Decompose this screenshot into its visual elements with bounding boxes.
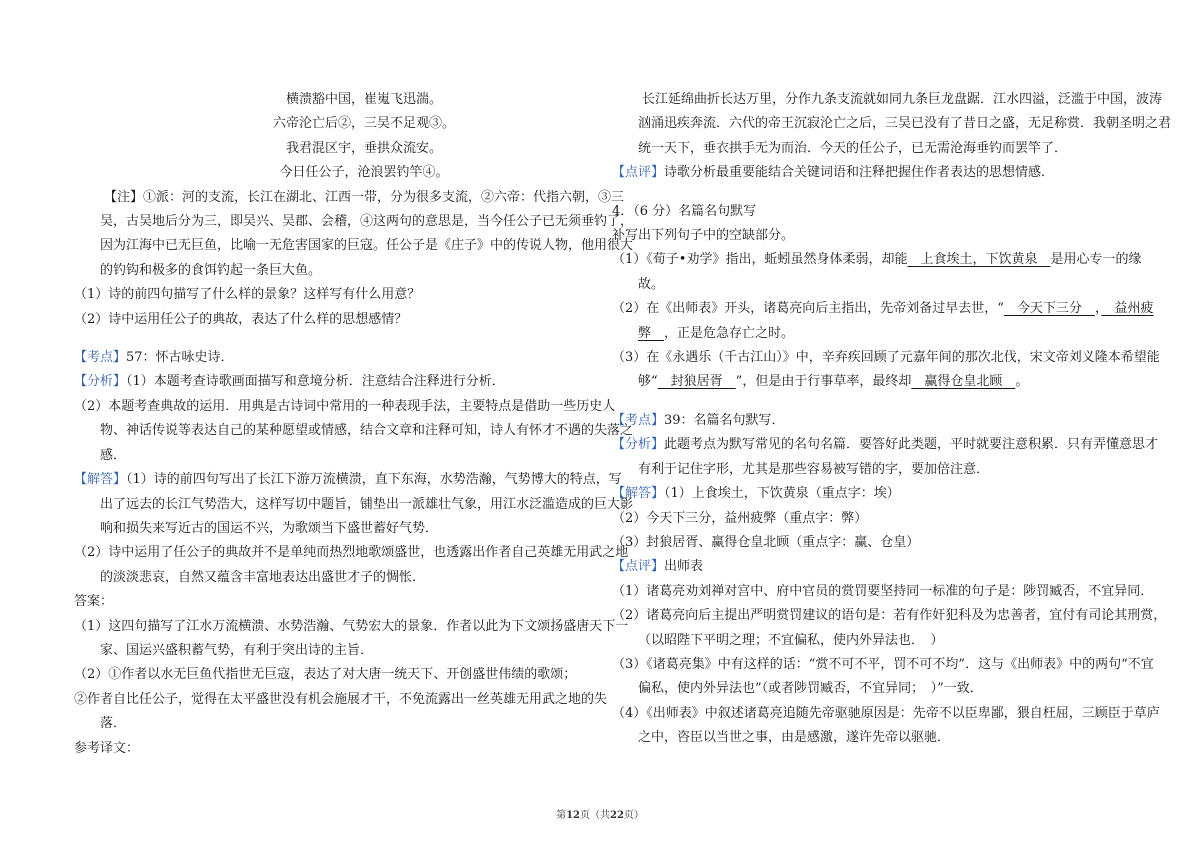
translation-line: 统一天下，垂衣拱手无为而治．今天的任公子，已无需沧海垂钓而罢竿了． — [638, 140, 1068, 156]
dianping-line: 偏私，使内外异法也”（或者陟罚臧否，不宜异同； ）”一致． — [638, 681, 983, 697]
poem-line: 我君混区宇，垂拱众流安。 — [285, 140, 442, 156]
question-4-sentence-2-cont: 弊 ，正是危急存亡之时。 — [638, 325, 795, 341]
kaodian-label: 【考点】 — [612, 412, 665, 428]
kaodian-label: 【考点】 — [74, 350, 127, 366]
jieda-line: （2）诗中运用了任公子的典故并不是单纯而热烈地歌颂盛世，也透露出作者自己英雄无用武之地 — [74, 545, 629, 561]
dianping-line: （4）《出师表》中叙述诸葛亮追随先帝驱驰原因是：先帝不以臣卑鄙，猥自枉屈，三顾臣于草庐 — [612, 705, 1160, 721]
kaodian: 【考点】39：名篇名句默写． — [612, 412, 785, 428]
answer-blank: 弊 — [638, 325, 665, 341]
answer-line: 家、国运兴盛积蓄气势，有利于突出诗的主旨． — [100, 642, 374, 658]
note-line: 因为江海中已无巨鱼，比喻一无危害国家的巨寇。任公子是《庄子》中的传说人物，他用很大 — [100, 238, 634, 254]
answer-blank: 赢得仓皇北顾 — [911, 374, 1016, 390]
answer-blank: 上食埃土，下饮黄泉 — [907, 252, 1051, 268]
answer-line: （2）①作者以水无巨鱼代指世无巨寇，表达了对大唐一统天下、开创盛世伟绩的歌颂； — [74, 667, 577, 683]
page-footer: 第12页（共22页） — [556, 810, 644, 821]
note-line: 的钓钩和极多的食饵钓起一条巨大鱼。 — [100, 262, 322, 278]
dianping-line: （2）诸葛亮向后主提出严明赏罚建议的语句是：若有作奸犯科及为忠善者，宜付有司论其刑赏， — [612, 608, 1167, 624]
translation-label: 参考译文： — [74, 740, 140, 756]
question-4-sentence-1-cont: 故。 — [638, 276, 665, 292]
translation-line: 汹涌迅疾奔流．六代的帝王沉寂沦亡之后，三吴已没有了昔日之盛，无足称赏．我朝圣明之君 — [638, 116, 1172, 132]
question-4-sentence-3-cont: 够“ 封狼居胥 ”，但是由于行事草率，最终却 赢得仓皇北顾 。 — [638, 374, 1029, 390]
jieda-line: 出了远去的长江气势浩大，这样写切中题旨，铺垫出一派雄壮气象，用江水泛滥造成的巨大影 — [100, 496, 634, 512]
question-4-sentence-3: （3）在《永遇乐（千古江山）》中，辛弃疾回顾了元嘉年间的那次北伐，宋文帝刘义隆本希望能 — [612, 350, 1160, 366]
answer-blank: 益州疲 — [1101, 301, 1154, 317]
answer-blank: 封狼居胥 — [657, 374, 736, 390]
dianping-line: （1）诸葛亮劝刘禅对宫中、府中官员的赏罚要坚持同一标准的句子是：陟罚臧否，不宜异同． — [612, 583, 1154, 599]
dianping-line: （3）《诸葛亮集》中有这样的话：“赏不可不平，罚不可不均”．这与《出师表》中的两句“不宜 — [612, 656, 1154, 672]
jieda-label: 【解答】 — [612, 486, 665, 502]
question-4-sentence-2: （2）在《出师表》开头，诸葛亮向后主指出，先帝刘备过早去世，“ 今天下三分 ， 益州疲 — [612, 301, 1154, 317]
dianping-line: 之中，咨臣以当世之事，由是感激，遂许先帝以驱驰． — [638, 730, 951, 746]
dianping: 【点评】诗歌分析最重要能结合关键词语和注释把握住作者表达的思想情感． — [612, 165, 1055, 181]
note-label: 【注】 — [104, 189, 144, 205]
question-1: （1）诗的前四句描写了什么样的景象？这样写有什么用意？ — [74, 287, 421, 303]
answer-label: 答案： — [74, 594, 114, 610]
question-4-instruction: 补写出下列句子中的空缺部分。 — [612, 228, 795, 244]
jieda-line: 响和损失来写近古的国运不兴，为歌颂当下盛世蓄好气势． — [100, 520, 439, 536]
kaodian: 【考点】57：怀古咏史诗． — [74, 350, 234, 366]
page-total: 22 — [610, 810, 624, 821]
dianping-label: 【点评】 — [612, 559, 665, 575]
fenxi-line: 物、神话传说等表达自己的某种愿望或情感，结合文章和注释可知，诗人有怀才不遇的失落之 — [100, 423, 634, 439]
fenxi: 【分析】此题考点为默写常见的名句名篇．要答好此类题，平时就要注意积累．只有弄懂意思才 — [612, 437, 1159, 453]
translation-line: 长江延绵曲折长达万里，分作九条支流就如同九条巨龙盘踞．江水四溢，泛滥于中国，波涛 — [642, 92, 1163, 107]
answer-line: 落． — [100, 716, 127, 732]
question-2: （2）诗中运用任公子的典故，表达了什么样的思想感情？ — [74, 311, 408, 327]
answer-blank: 今天下三分 — [1003, 301, 1095, 317]
answer-line: ②作者自比任公子，觉得在太平盛世没有机会施展才干，不免流露出一丝英雄无用武之地的失 — [74, 691, 608, 707]
jieda-line: （2）今天下三分，益州疲弊（重点字：弊） — [612, 510, 868, 526]
poem-line: 六帝沦亡后②，三吴不足观③。 — [272, 116, 455, 132]
dianping: 【点评】出师表 — [612, 559, 704, 575]
jieda-line: 的淡淡悲哀，自然又蕴含丰富地表达出盛世才子的惆怅． — [100, 569, 426, 585]
jieda: 【解答】（1）诗的前四句写出了长江下游万流横溃，直下东海，水势浩瀚，气势博大的特点，写 — [74, 472, 622, 488]
jieda-line: （3）封狼居胥、赢得仓皇北顾（重点字：赢、仓皇） — [612, 534, 920, 550]
left-column — [74, 88, 634, 761]
question-4-sentence-1: （1）《荀子•劝学》指出，蚯蚓虽然身体柔弱，却能 上食埃土，下饮黄泉 是用心专一的缘 — [612, 252, 1142, 268]
poem-line: 横溃豁中国，崔嵬飞迅湍。 — [285, 92, 442, 107]
page-number: 12 — [566, 810, 580, 821]
dianping-line: （以昭陛下平明之理；不宜偏私，使内外异法也． ） — [638, 632, 944, 648]
note-line: 【注】①派：河的支流，长江在湖北、江西一带，分为很多支流，②六帝：代指六朝，③三 — [104, 189, 625, 205]
fenxi-line: （2）本题考查典故的运用．用典是古诗词中常用的一种表现手法，主要特点是借助一些历史人 — [74, 398, 616, 414]
right-column — [612, 88, 1172, 751]
jieda-label: 【解答】 — [74, 472, 127, 488]
fenxi: 【分析】（1）本题考查诗歌画面描写和意境分析．注意结合注释进行分析． — [74, 374, 505, 390]
fenxi-label: 【分析】 — [74, 374, 127, 390]
question-4-title: 4．（6 分）名篇名句默写 — [612, 203, 757, 219]
answer-line: （1）这四句描写了江水万流横溃、水势浩瀚、气势宏大的景象．作者以此为下文颂扬盛唐天下一 — [74, 618, 629, 634]
note-line: 吴，古吴地后分为三，即吴兴、吴郡、会稽，④这两句的意思是，当今任公子已无须垂钓了， — [100, 214, 634, 230]
poem-line: 今日任公子，沧浪罢钓竿④。 — [279, 165, 449, 181]
dianping-label: 【点评】 — [612, 165, 665, 181]
jieda: 【解答】（1）上食埃土，下饮黄泉（重点字：埃） — [612, 486, 900, 502]
fenxi-label: 【分析】 — [612, 437, 665, 453]
fenxi-line: 感． — [100, 447, 127, 463]
fenxi-line: 有利于记住字形，尤其是那些容易被写错的字，要加倍注意． — [638, 461, 990, 477]
